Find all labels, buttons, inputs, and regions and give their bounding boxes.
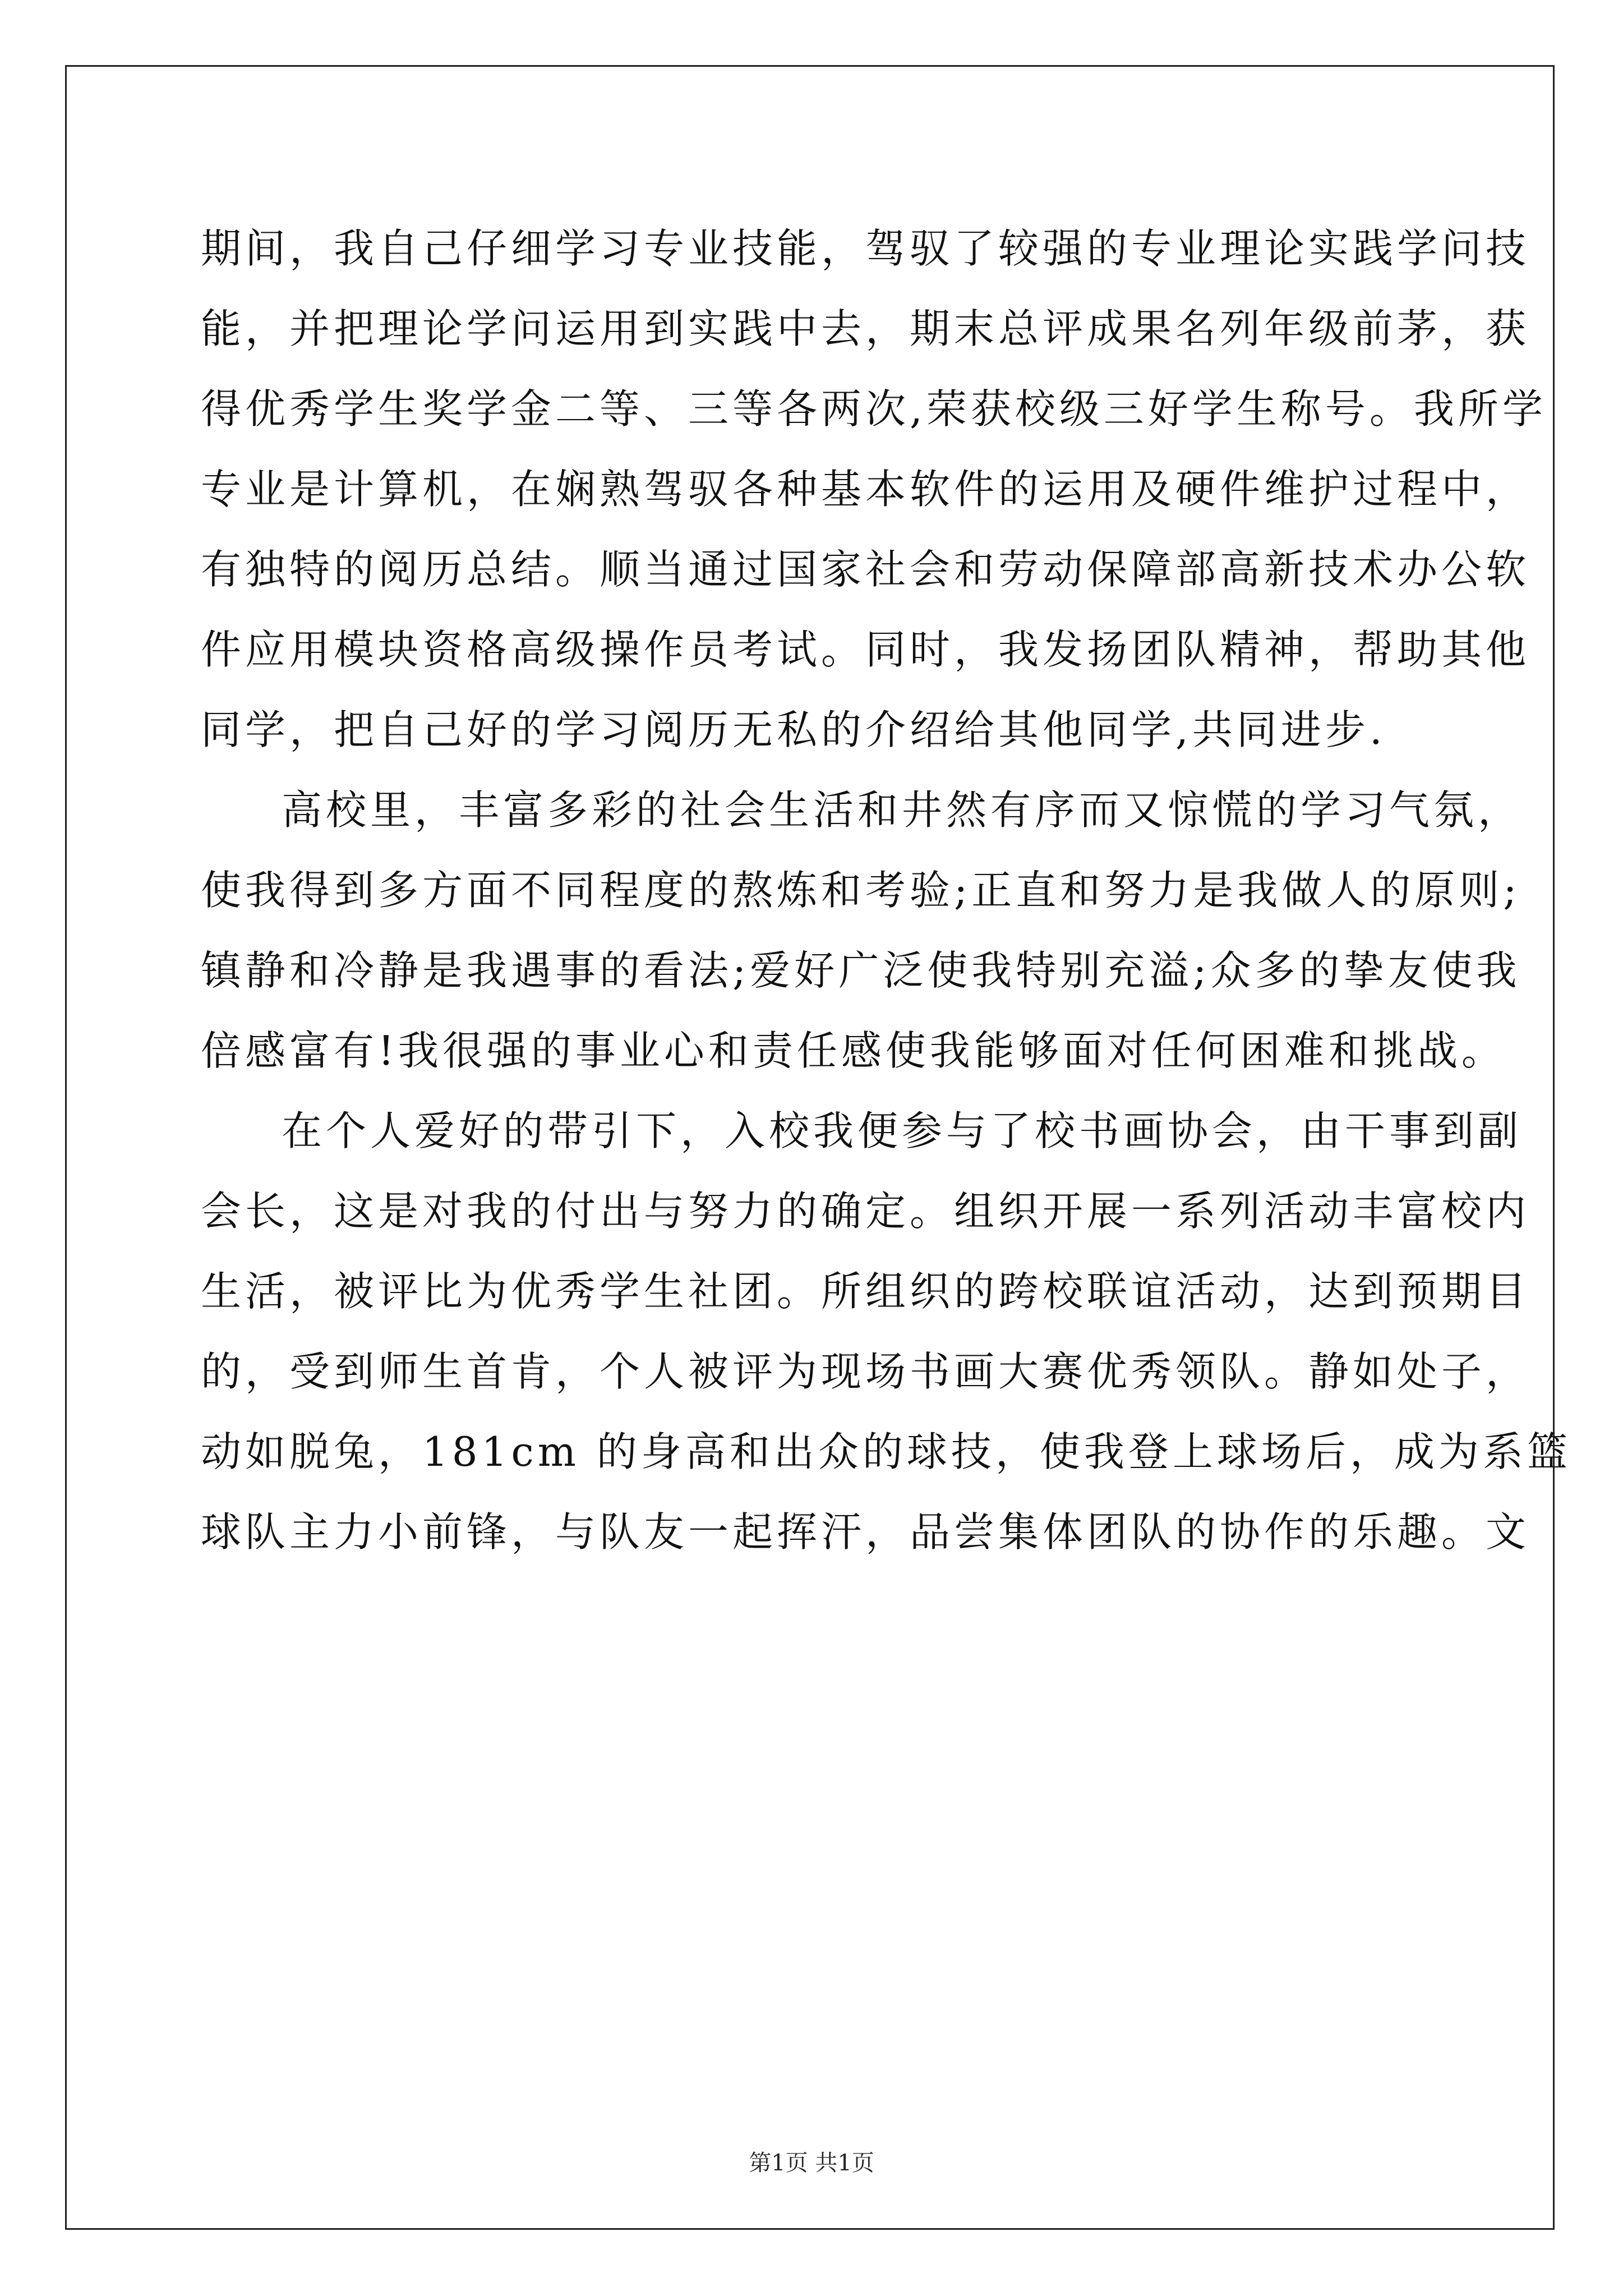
text-line: 能，并把理论学问运用到实践中去，期末总评成果名列年级前茅，获 [201,305,1530,352]
text-line: 的，受到师生首肯，个人被评为现场书画大赛优秀领队。静如处子， [201,1348,1530,1395]
text-line: 专业是计算机，在娴熟驾驭各种基本软件的运用及硬件维护过程中， [201,466,1530,513]
text-line: 得优秀学生奖学金二等、三等各两次,荣获校级三好学生称号。我所学 [201,385,1547,432]
text-line: 会长，这是对我的付出与努力的确定。组织开展一系列活动丰富校内 [201,1188,1530,1235]
text-line: 动如脱兔，181cm 的身高和出众的球技，使我登上球场后，成为系篮 [201,1428,1571,1475]
text-line: 使我得到多方面不同程度的熬炼和考验;正直和努力是我做人的原则; [201,867,1521,914]
document-body [201,209,1571,1572]
text-line: 镇静和冷静是我遇事的看法;爱好广泛使我特别充溢;众多的挚友使我 [201,947,1521,994]
text-line: 同学，把自己好的学习阅历无私的介绍给其他同学,共同进步. [201,706,1386,753]
text-line: 球队主力小前锋，与队友一起挥汗，品尝集体团队的协作的乐趣。文 [201,1508,1530,1556]
paragraph-start-line: 在个人爱好的带引下，入校我便参与了校书画协会，由干事到副 [282,1107,1523,1154]
paragraph-start-line: 高校里，丰富多彩的社会生活和井然有序而又惊慌的学习气氛， [282,786,1523,834]
text-line: 有独特的阅历总结。顺当通过国家社会和劳动保障部高新技术办公软 [201,546,1530,593]
text-line: 倍感富有!我很强的事业心和责任感使我能够面对任何困难和挑战。 [201,1027,1506,1074]
page-number-footer: 第1页 共1页 [749,2150,874,2176]
text-line: 期间，我自己仔细学习专业技能，驾驭了较强的专业理论实践学问技 [201,225,1530,272]
text-line: 件应用模块资格高级操作员考试。同时，我发扬团队精神，帮助其他 [201,626,1530,673]
text-line: 生活，被评比为优秀学生社团。所组织的跨校联谊活动，达到预期目 [201,1268,1530,1315]
